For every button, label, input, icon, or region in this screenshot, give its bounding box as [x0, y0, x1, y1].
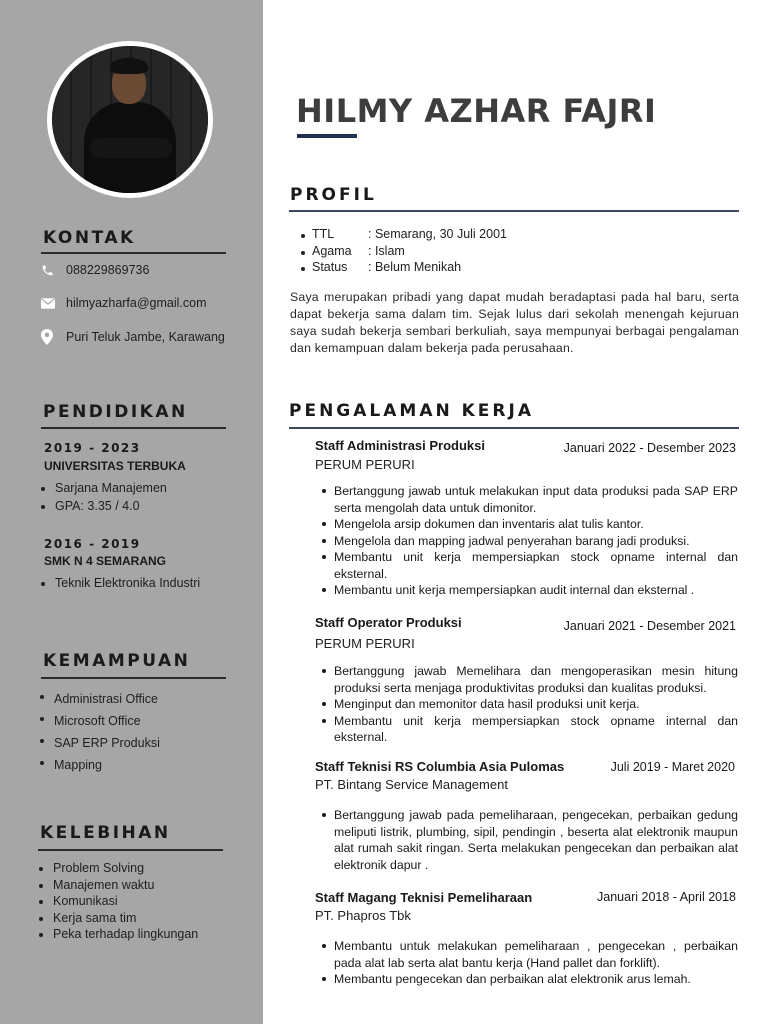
- job-date: Januari 2022 - Desember 2023: [563, 441, 736, 455]
- job-title: Staff Teknisi RS Columbia Asia Pulomas: [315, 759, 565, 774]
- job-duties: [334, 807, 738, 873]
- education-details: [55, 480, 167, 515]
- sidebar: [0, 0, 263, 1024]
- address-text: Puri Teluk Jambe, Karawang: [66, 330, 225, 344]
- list-item: Mapping: [54, 754, 160, 776]
- skills-heading: KEMAMPUAN: [43, 651, 191, 671]
- phone-icon: [41, 264, 63, 277]
- list-item: Membantu pengecekan dan perbaikan alat elektronik arus lemah.: [334, 971, 738, 988]
- list-item: Problem Solving: [53, 860, 198, 877]
- full-name: HILMY AZHAR FAJRI: [296, 92, 657, 130]
- list-item: Kerja sama tim: [53, 910, 198, 927]
- education-school: UNIVERSITAS TERBUKA: [44, 459, 186, 473]
- profile-photo-frame: [47, 41, 213, 198]
- list-item: Sarjana Manajemen: [55, 480, 167, 498]
- education-details: [55, 575, 200, 593]
- list-item: Agama : Islam: [312, 244, 507, 261]
- contact-phone: [41, 263, 149, 277]
- list-item: Membantu untuk melakukan pemeliharaan , pengecekan , perbaikan pada alat lab serta alat bantu kerja (Hand pallet dan forklift).: [334, 939, 738, 970]
- job-title: Staff Operator Produksi: [315, 615, 462, 630]
- contact-divider: [41, 252, 226, 254]
- job-date: Januari 2021 - Desember 2021: [563, 619, 736, 633]
- list-item: Membantu unit kerja mempersiapkan stock opname internal dan eksternal.: [334, 550, 738, 581]
- list-item: Manajemen waktu: [53, 877, 198, 894]
- job-date: Juli 2019 - Maret 2020: [610, 760, 735, 774]
- list-item: SAP ERP Produksi: [54, 732, 160, 754]
- list-item: Komunikasi: [53, 893, 198, 910]
- job-company: PT. Bintang Service Management: [315, 777, 508, 792]
- name-accent-bar: [297, 134, 357, 138]
- job-title: Staff Magang Teknisi Pemeliharaan: [315, 890, 533, 905]
- email-icon: [41, 298, 63, 309]
- strengths-list: [53, 860, 198, 943]
- email-address: hilmyazharfa@gmail.com: [66, 296, 207, 310]
- job-title: Staff Administrasi Produksi: [315, 438, 485, 453]
- job-company: PT. Phapros Tbk: [315, 908, 411, 923]
- strengths-heading: KELEBIHAN: [40, 823, 171, 843]
- list-item: Teknik Elektronika Industri: [55, 575, 200, 593]
- job-duties: [334, 938, 738, 988]
- profile-heading: PROFIL: [290, 185, 377, 205]
- list-item: Membantu unit kerja mempersiapkan stock opname internal dan eksternal.: [334, 713, 738, 744]
- list-item: Membantu unit kerja mempersiapkan audit internal dan eksternal .: [334, 582, 738, 599]
- job-duties: [334, 663, 738, 746]
- education-school: SMK N 4 SEMARANG: [44, 554, 167, 568]
- profile-summary: Saya merupakan pribadi yang dapat mudah beradaptasi pada hal baru, serta dapat bekerja sama dalam tim. Sejak lulus dari sekolah menengah kejuruan saya sudah bekerja sembari berkuliah, saya mempunyai berbagai pengalaman dan kemampuan dalam bekerja pada perusahaan.: [290, 290, 739, 355]
- education-divider: [41, 427, 226, 429]
- list-item: Mengelola dan mapping jadwal penyerahan barang jadi produksi.: [334, 533, 738, 550]
- contact-email: [41, 296, 207, 310]
- profile-photo: [52, 46, 208, 193]
- list-item: Mengelola arsip dokumen dan inventaris alat tulis kantor.: [334, 516, 738, 533]
- job-company: PERUM PERURI: [315, 457, 415, 472]
- personal-info-list: [312, 227, 507, 277]
- list-item: Bertanggung jawab untuk melakukan input data produksi pada SAP ERP serta mengolah data untuk dimonitor.: [334, 484, 738, 515]
- skills-divider: [41, 677, 226, 679]
- phone-number: 088229869736: [66, 263, 150, 277]
- job-duties: [334, 483, 738, 599]
- list-item: Microsoft Office: [54, 710, 160, 732]
- job-company: PERUM PERURI: [315, 636, 415, 651]
- location-pin-icon: [41, 329, 63, 345]
- list-item: Bertanggung jawab pada pemeliharaan, pengecekan, perbaikan gedung meliputi listrik, plumbing, sipil, pendingin , beserta alat elektronik maupun alat rumah sakit ringan. Serta melakukan pengecekan dan perbaikan alat elektronik dapur .: [334, 808, 738, 872]
- education-years: 2016 - 2019: [44, 537, 141, 551]
- list-item: Status : Belum Menikah: [312, 260, 507, 277]
- education-heading: PENDIDIKAN: [43, 402, 188, 422]
- contact-heading: KONTAK: [43, 228, 136, 248]
- list-item: TTL : Semarang, 30 Juli 2001: [312, 227, 507, 244]
- strengths-divider: [38, 849, 223, 851]
- list-item: Administrasi Office: [54, 688, 160, 710]
- list-item: GPA: 3.35 / 4.0: [55, 498, 167, 516]
- list-item: Menginput dan memonitor data hasil produksi unit kerja.: [334, 696, 738, 713]
- experience-heading: PENGALAMAN KERJA: [289, 401, 534, 421]
- education-years: 2019 - 2023: [44, 441, 141, 455]
- experience-divider: [289, 427, 739, 429]
- skills-list: [54, 688, 160, 776]
- profile-divider: [289, 210, 739, 212]
- contact-address: [41, 329, 225, 345]
- list-item: Bertanggung jawab Memelihara dan mengoperasikan mesin hitung produksi serta menjaga produktivitas produksi dan kualitas produksi.: [334, 664, 738, 695]
- list-item: Peka terhadap lingkungan: [53, 927, 199, 941]
- job-date: Januari 2018 - April 2018: [597, 890, 736, 904]
